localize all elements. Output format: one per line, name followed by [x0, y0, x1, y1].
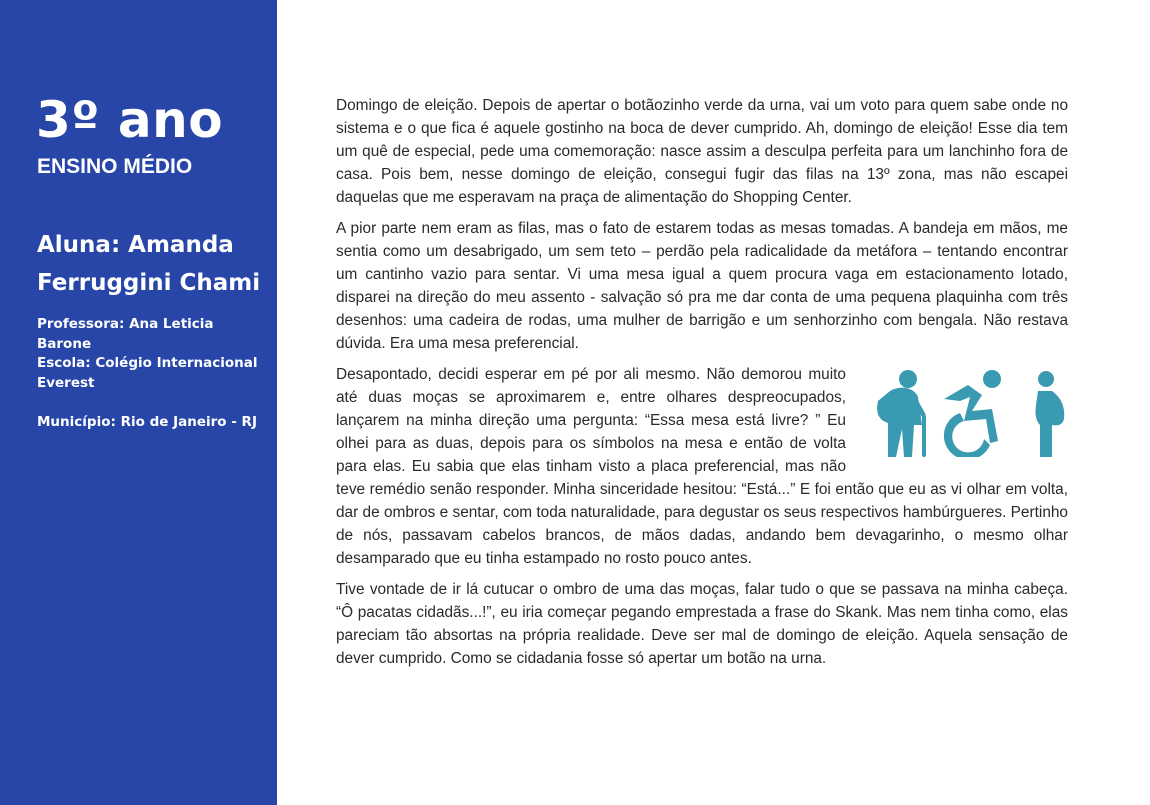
pregnant-woman-icon: [1036, 371, 1065, 457]
teacher-name: Professora: Ana Leticia Barone: [37, 316, 214, 352]
sidebar: [0, 0, 277, 805]
paragraph-3: Desapontado, decidi esperar em pé por ali mesmo. Não demorou muito até duas moças se aproximarem e, entre olhares despreocupados, lançarem na minha direção uma pergunta: “Essa mesa está livre? ” Eu olhei para as duas, depois para os símbolos na mesa e então de volta para elas. Eu sabia que elas tinham visto a placa preferencial, mas não teve remédio senão responder. Minha sinceridade hesitou: “Está...” E foi então que eu as vi olhar em volta, dar de ombros e sentar, com toda naturalidade, para degustar os seus respectivos hambúrgueres. Pertinho de nós, passavam cabelos brancos, de mãos dadas, andando bem devagarinho, o mesmo olhar desamparado que eu tinha estampado no rosto pouco antes.: [336, 366, 1068, 567]
wheelchair-icon: [944, 370, 1001, 457]
city-name: Município: Rio de Janeiro - RJ: [37, 414, 257, 430]
school-name: Escola: Colégio Internacional Everest: [37, 355, 258, 391]
paragraph-2: A pior parte nem eram as filas, mas o fato de estarem todas as mesas tomadas. A bandeja em mãos, me sentia como um desabrigado, um sem teto – perdão pela radicalidade da metáfora – tentando encontrar um cantinho vazio para sentar. Vi uma mesa igual a quem procura vaga em estacionamento lotado, disparei na direção do meu assento - salvação só pra me dar conta de uma pequena plaquinha com três desenhos: uma cadeira de rodas, uma mulher de barrigão e um senhorzinho com bengala. Não restava dúvida. Era uma mesa preferencial.: [336, 220, 1068, 352]
paragraph-1: Domingo de eleição. Depois de apertar o botãozinho verde da urna, vai um voto para quem sabe onde no sistema e o que fica é aquele gostinho na boca de dever cumprido. Ah, domingo de eleição! Esse dia tem um quê de especial, pede uma comemoração: nasce assim a desculpa perfeita para um lanchinho fora de casa. Pois bem, nesse domingo de eleição, consegui fugir das filas na 13º zona, mas não escapei daquelas que me esperavam na praça de alimentação do Shopping Center.: [336, 97, 1068, 206]
paragraph-4: Tive vontade de ir lá cutucar o ombro de uma das moças, falar tudo o que se passava na minha cabeça. “Ô pacatas cidadãs...!”, eu iria começar pegando emprestada a frase do Skank. Mas nem tinha como, elas pareciam tão absortas na própria realidade. Deve ser mal de domingo de eleição. Aquela sensação de dever cumprido. Como se cidadania fosse só apertar um botão na urna.: [336, 581, 1068, 667]
article-body: [336, 94, 1068, 678]
elderly-person-icon: [877, 370, 926, 457]
grade-title: 3º ano: [36, 91, 224, 149]
student-name: Aluna: Amanda Ferruggini Chami: [37, 232, 261, 296]
education-level: ENSINO MÉDIO: [37, 155, 193, 178]
preferential-seating-icons: [860, 367, 1068, 457]
